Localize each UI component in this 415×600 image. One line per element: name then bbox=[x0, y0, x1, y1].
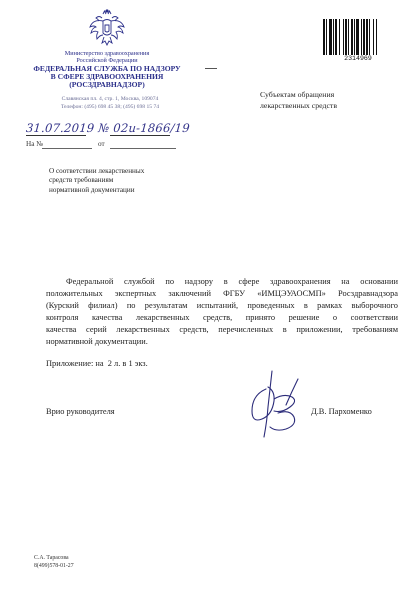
body-paragraph-line: Федеральной службой по надзору в сфере здравоохранения на основании bbox=[66, 277, 398, 286]
date-underline bbox=[26, 135, 86, 136]
executor-name: С.А. Тарасова bbox=[34, 555, 69, 561]
header-dash-divider bbox=[205, 68, 217, 69]
subject-line2: средств требованиям bbox=[49, 176, 114, 184]
barcode-icon bbox=[323, 19, 387, 55]
executor-phone: 8(499)578-01-27 bbox=[34, 563, 74, 569]
emblem-icon bbox=[88, 9, 126, 49]
address-line: Славянская пл. 4, стр. 1, Москва, 109074 bbox=[61, 96, 159, 102]
phone-line: Телефон: (495) 698 45 38; (495) 698 15 74 bbox=[60, 104, 160, 110]
service-name-line1: ФЕДЕРАЛЬНАЯ СЛУЖБА ПО НАДЗОРУ bbox=[33, 64, 181, 73]
reference-number-blank bbox=[42, 148, 92, 149]
recipient-line2: лекарственных средств bbox=[260, 101, 338, 110]
signer-name: Д.В. Пархоменко bbox=[311, 407, 372, 416]
handwritten-signature-icon bbox=[248, 369, 304, 445]
service-name-line3: (РОСЗДРАВНАДЗОР) bbox=[69, 80, 145, 89]
reference-date-label: от bbox=[98, 140, 105, 148]
attachment-note: Приложение: на 2 л. в 1 экз. bbox=[46, 359, 148, 368]
barcode-number: 2314969 bbox=[344, 55, 372, 62]
body-paragraph-line: нормативной документации. bbox=[46, 337, 148, 346]
recipient-line1: Субъектам обращения bbox=[260, 90, 335, 99]
subject-line3: нормативной документации bbox=[49, 186, 135, 194]
handwritten-date-number: 31.07.2019 № 02и-1866/19 bbox=[25, 121, 191, 135]
subject-line1: О соответствии лекарственных bbox=[49, 167, 145, 175]
body-paragraph-line: качества серий лекарственных средств, перечисленных в приложении, требованиям bbox=[46, 325, 398, 334]
reference-number-label: На № bbox=[26, 140, 44, 148]
reference-date-blank bbox=[110, 148, 176, 149]
signer-position: Врио руководителя bbox=[46, 407, 115, 416]
body-paragraph-line: контроля качества лекарственных средств, принято решение о соответствии bbox=[46, 313, 398, 322]
service-name-line2: В СФЕРЕ ЗДРАВООХРАНЕНИЯ bbox=[50, 72, 164, 81]
ministry-name-line1: Министерство здравоохранения bbox=[64, 50, 150, 57]
body-paragraph-line: (Курский филиал) по результатам испытаний, проведенных в рамках выборочного bbox=[46, 301, 398, 310]
body-paragraph-line: положительных экспертных заключений ФГБУ «ИМЦЭУАОСМП» Росздравнадзора bbox=[46, 289, 398, 298]
number-underline bbox=[110, 135, 170, 136]
ministry-name-line2: Российской Федерации bbox=[76, 57, 138, 64]
